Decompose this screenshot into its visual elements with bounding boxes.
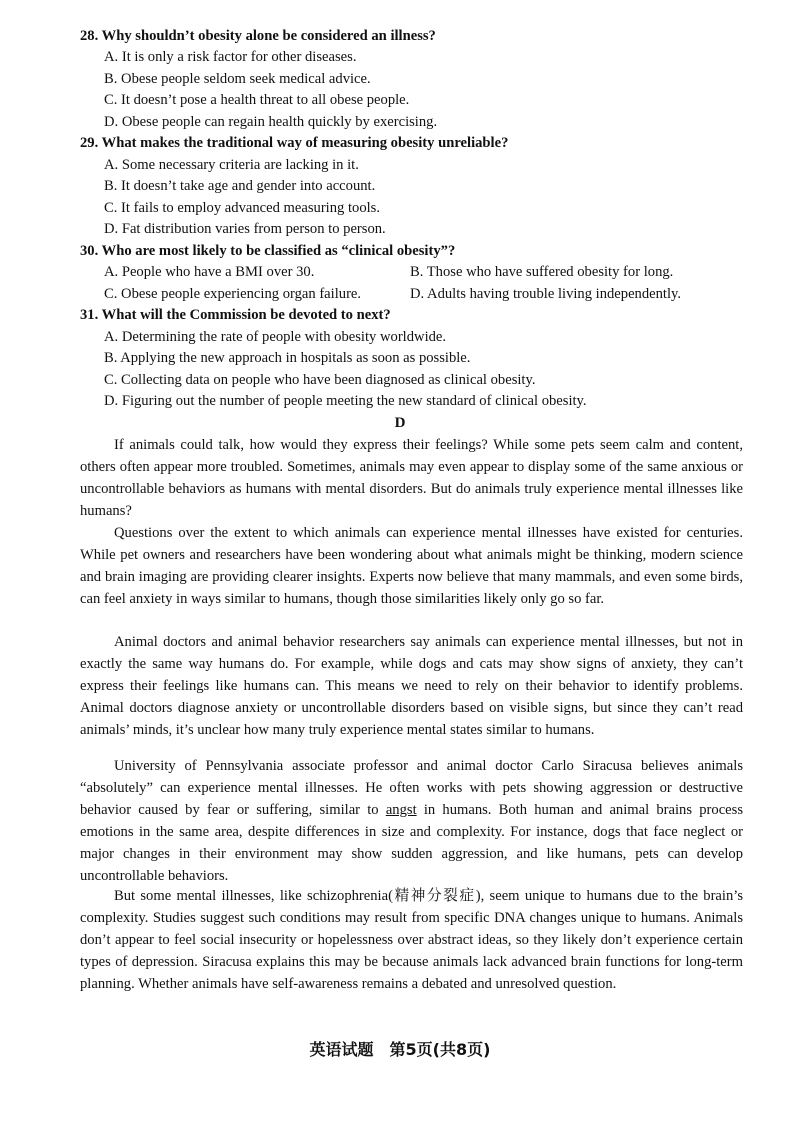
passage-paragraph-3: Animal doctors and animal behavior researchers say animals can experience mental illnesses, but not in exactly the same way humans do. For example, while dogs and cats may show signs of anxiety, they can’t express their feelings like humans can. This means we need to rely on their behavior to identify problems. Animal doctors diagnose anxiety or uncontrollable disorders based on visible signs, but since they can’t read animals’ minds, it’s unclear how many truly experience mental states similar to humans. [80,634,743,738]
passage-paragraph-1: If animals could talk, how would they express their feelings? While some pets seem calm and content, others often appear more troubled. Sometimes, animals may even appear to display some of the same anxious or uncontrollable behaviors as humans with mental disorders. But do animals truly experience mental illnesses like humans? [80,437,743,519]
question-30-option-a: A. People who have a BMI over 30. [104,264,315,280]
page-footer: 英语试题 第5页(共8页) [309,1040,491,1059]
question-28-stem: 28. Why shouldn’t obesity alone be considered an illness? [80,28,436,44]
passage-paragraph-4 [80,756,743,887]
question-29-option-d: D. Fat distribution varies from person to person. [104,221,386,237]
question-30-stem: 30. Who are most likely to be classified as “clinical obesity”? [80,243,456,259]
question-31-option-d: D. Figuring out the number of people meeting the new standard of clinical obesity. [104,393,587,409]
question-31-option-b: B. Applying the new approach in hospitals as soon as possible. [104,350,471,366]
question-29-option-b: B. It doesn’t take age and gender into account. [104,178,376,194]
question-29-stem: 29. What makes the traditional way of measuring obesity unreliable? [80,135,509,151]
paragraph-4-text-start: University of Pennsylvania associate professor and animal doctor Carlo Siracusa believes animals “absolutely” can experience mental illnesses. He often works with pets showing aggression or destructive behavior caused by fear or suffering, similar to [80,758,743,818]
underlined-word-angst: angst [385,801,417,818]
question-31-stem: 31. What will the Commission be devoted to next? [80,307,391,323]
passage-paragraph-5: But some mental illnesses, like schizophrenia(精神分裂症), seem unique to humans due to the brain’s complexity. Studies suggest such conditions may result from specific DNA changes unique to humans. Animals don’t appear to feel social insecurity or hopelessness over abstract ideas, so they likely don’t experience certain types of depression. Siracusa explains this may be because animals lack advanced brain functions for long-term planning. Whether animals have self-awareness remains a debated and unresolved question. [80,888,743,992]
passage-paragraph-2: Questions over the extent to which animals can experience mental illnesses have existed for centuries. While pet owners and researchers have been wondering about what animals might be thinking, modern science and brain imaging are providing clearer insights. Experts now believe that many mammals, and even some birds, can feel anxiety in ways similar to humans, though those similarities likely only go so far. [80,525,743,607]
question-28-option-c: C. It doesn’t pose a health threat to all obese people. [104,92,410,108]
question-30-option-c: C. Obese people experiencing organ failure. [104,286,362,302]
question-28-option-a: A. It is only a risk factor for other diseases. [104,49,357,65]
question-30-option-d: D. Adults having trouble living independently. [410,286,682,302]
question-29-option-a: A. Some necessary criteria are lacking in it. [104,157,359,173]
question-29-option-c: C. It fails to employ advanced measuring tools. [104,200,381,216]
question-28-option-b: B. Obese people seldom seek medical advice. [104,71,371,87]
question-30-option-b: B. Those who have suffered obesity for long. [410,264,674,280]
question-31-option-a: A. Determining the rate of people with obesity worldwide. [104,329,447,345]
paragraph-4-text-end: in humans. Both human and animal brains process emotions in the same area, despite differences in size and complexity. For instance, dogs that face neglect or major changes in their environment may show sudden aggression, and like humans, pets can develop uncontrollable behaviors. [80,801,744,884]
question-28-option-d: D. Obese people can regain health quickly by exercising. [104,114,438,130]
section-d-title: D [394,415,406,431]
question-31-option-c: C. Collecting data on people who have been diagnosed as clinical obesity. [104,372,536,388]
